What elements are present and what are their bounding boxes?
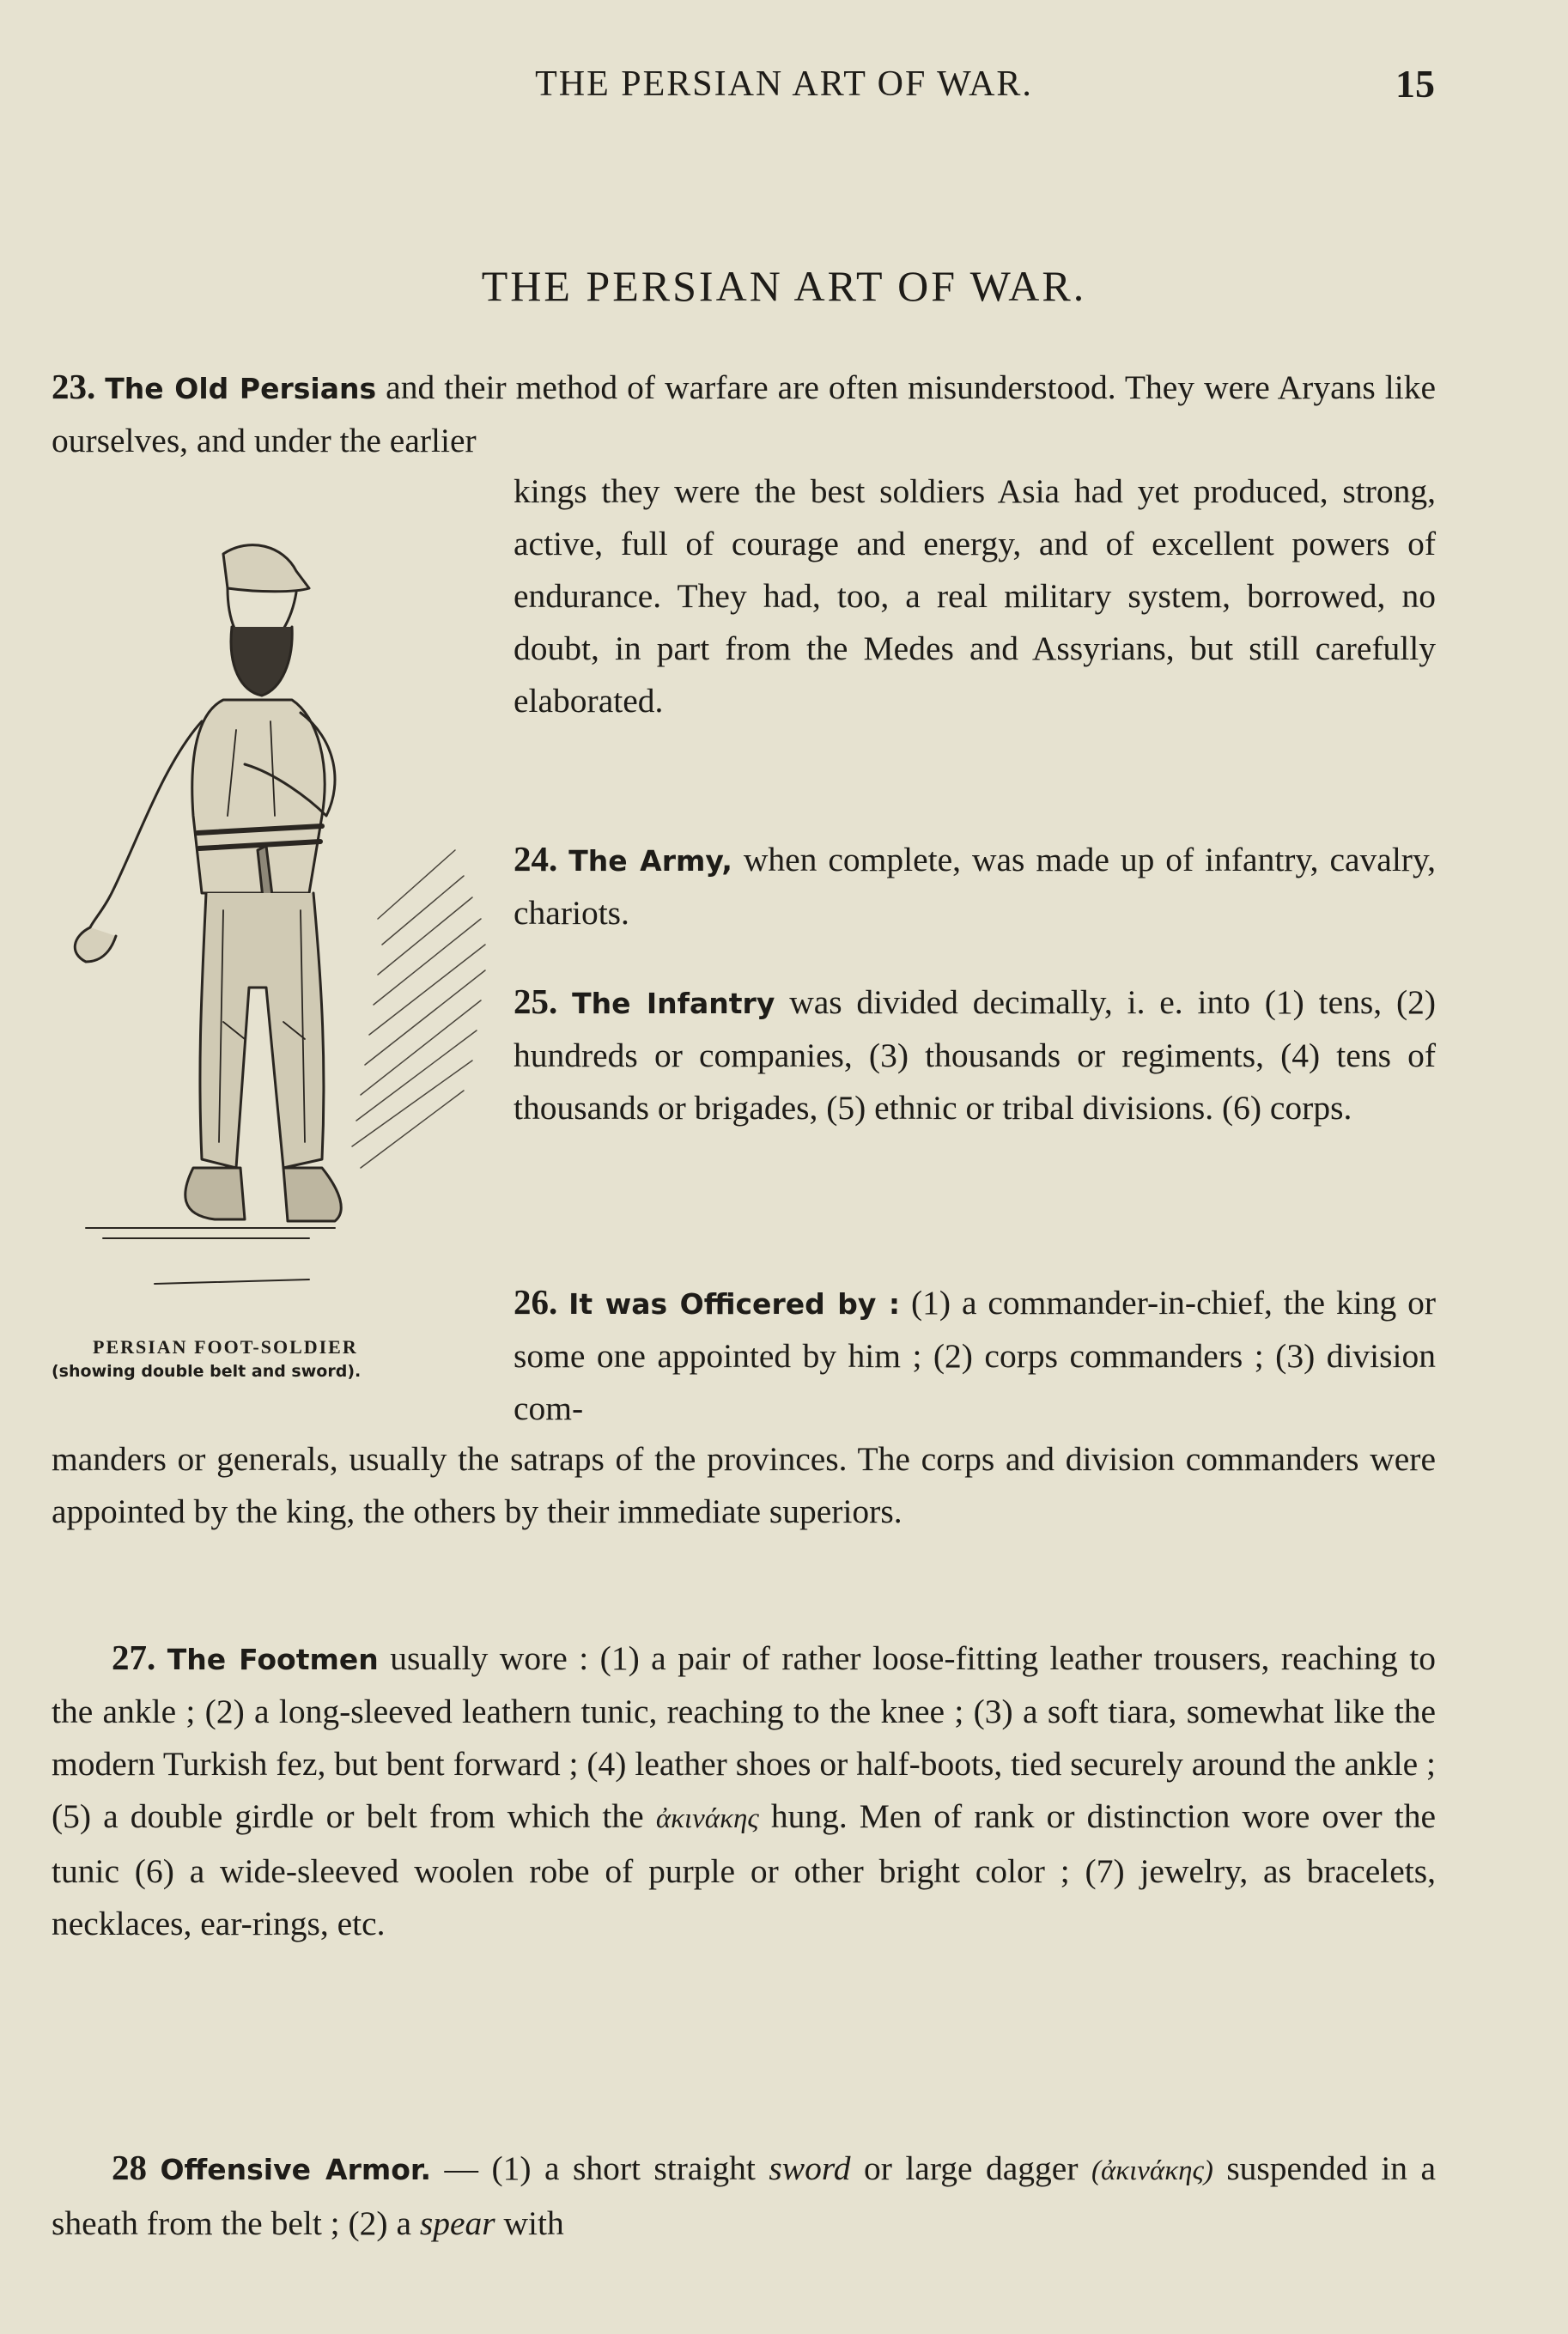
paragraph-text: or large dagger: [863, 2149, 1079, 2187]
paragraph-lead: The Infantry: [572, 987, 775, 1020]
greek-word: ἀκινάκης: [655, 1803, 759, 1834]
soldier-engraving: [52, 507, 498, 1305]
paragraph-text: (1) a commander-in-chief, the king or some one appointed by him ; (2) corps commanders ; (3) division com-: [514, 1284, 1437, 1427]
running-head: [0, 58, 1568, 110]
paragraph-text: kings they were the best soldiers Asia had yet produced, strong, active, full of courage and energy, and of excellent powers of endurance. They had, too, a real military system, borrowed, no doubt, in part from the Medes and Assyrians, but still carefully elaborated.: [514, 472, 1436, 720]
paragraph-text: suspended in a sheath from the belt ; (2) a: [52, 2149, 1437, 2242]
paragraph-28: [52, 2142, 1436, 2250]
left-foot: [185, 1168, 245, 1219]
paragraph-number: 25.: [514, 982, 558, 1021]
paragraph-number: 26.: [514, 1282, 558, 1322]
paragraph-number: 27.: [112, 1638, 156, 1677]
paragraph-lead: The Army,: [568, 844, 732, 878]
greek-word: (ἀκινάκης): [1091, 2155, 1213, 2186]
paragraph-number: 24.: [514, 839, 558, 878]
paragraph-number: 28: [112, 2148, 147, 2187]
shadow-hatching: [352, 850, 485, 1168]
paragraph-lead: The Footmen: [167, 1643, 379, 1676]
right-foot: [283, 1168, 341, 1221]
page-number: 15: [1395, 62, 1435, 106]
paragraph-27: [52, 1632, 1436, 1950]
paragraph-lead: The Old Persians: [105, 372, 377, 405]
paragraph-number: 23.: [52, 367, 96, 406]
paragraph-text: when complete, was made up of infantry, cavalry, chariots.: [514, 841, 1437, 932]
italic-term: sword: [769, 2149, 851, 2187]
paragraph-25: [514, 976, 1436, 1134]
beard: [231, 627, 292, 696]
paragraph-26: [514, 1276, 1436, 1435]
paragraph-text: was divided decimally, i. e. into (1) tens, (2) hundreds or companies, (3) thousands or regiments, (4) tens of thousands or brigades, (5) ethnic or tribal divisions. (6) corps.: [514, 983, 1437, 1127]
figure-caption-subtitle: (showing double belt and sword).: [52, 1362, 362, 1381]
figure-caption-title: PERSIAN FOOT-SOLDIER: [93, 1336, 358, 1358]
paragraph-text: and their method of warfare are often misunderstood. They were Aryans like ourselves, and under the earlier: [52, 368, 1436, 459]
ground-lines: [86, 1228, 335, 1284]
paragraph-24: [514, 833, 1436, 939]
tiara: [223, 545, 309, 592]
section-title: THE PERSIAN ART OF WAR.: [481, 262, 1087, 310]
paragraph-26-continued: [52, 1433, 1436, 1538]
figure-caption: [52, 1335, 498, 1383]
paragraph-text: usually wore : (1) a pair of rather loose-fitting leather trousers, reaching to the ankle ; (2) a long-sleeved leathern tunic, reaching to the knee ; (3) a soft tiara, somewhat like the modern Turkish fez, but bent forward ; (4) leather shoes or half-boots, tied securely around the ankle ; (5) a double girdle or belt from which the: [52, 1639, 1436, 1835]
left-arm: [90, 721, 202, 927]
paragraph-text: with: [503, 2204, 564, 2242]
italic-term: spear: [419, 2204, 495, 2242]
paragraph-23-continued: [514, 465, 1436, 727]
paragraph-23-opening: [52, 361, 1436, 467]
paragraph-lead: Offensive Armor.: [160, 2153, 432, 2186]
left-hand: [75, 927, 116, 962]
persian-foot-soldier-illustration: [52, 507, 498, 1305]
running-title: THE PERSIAN ART OF WAR.: [535, 64, 1033, 104]
paragraph-text: — (1) a short straight: [444, 2149, 756, 2187]
paragraph-lead: It was Officered by :: [568, 1287, 901, 1321]
paragraph-text: manders or generals, usually the satraps of the provinces. The corps and division commanders were appointed by the king, the others by their immediate superiors.: [52, 1440, 1436, 1530]
paragraph-text: hung. Men of rank or distinction wore over the tunic (6) a wide-sleeved woolen robe of purple or other bright color ; (7) jewelry, as bracelets, necklaces, ear-rings, etc.: [52, 1797, 1437, 1942]
